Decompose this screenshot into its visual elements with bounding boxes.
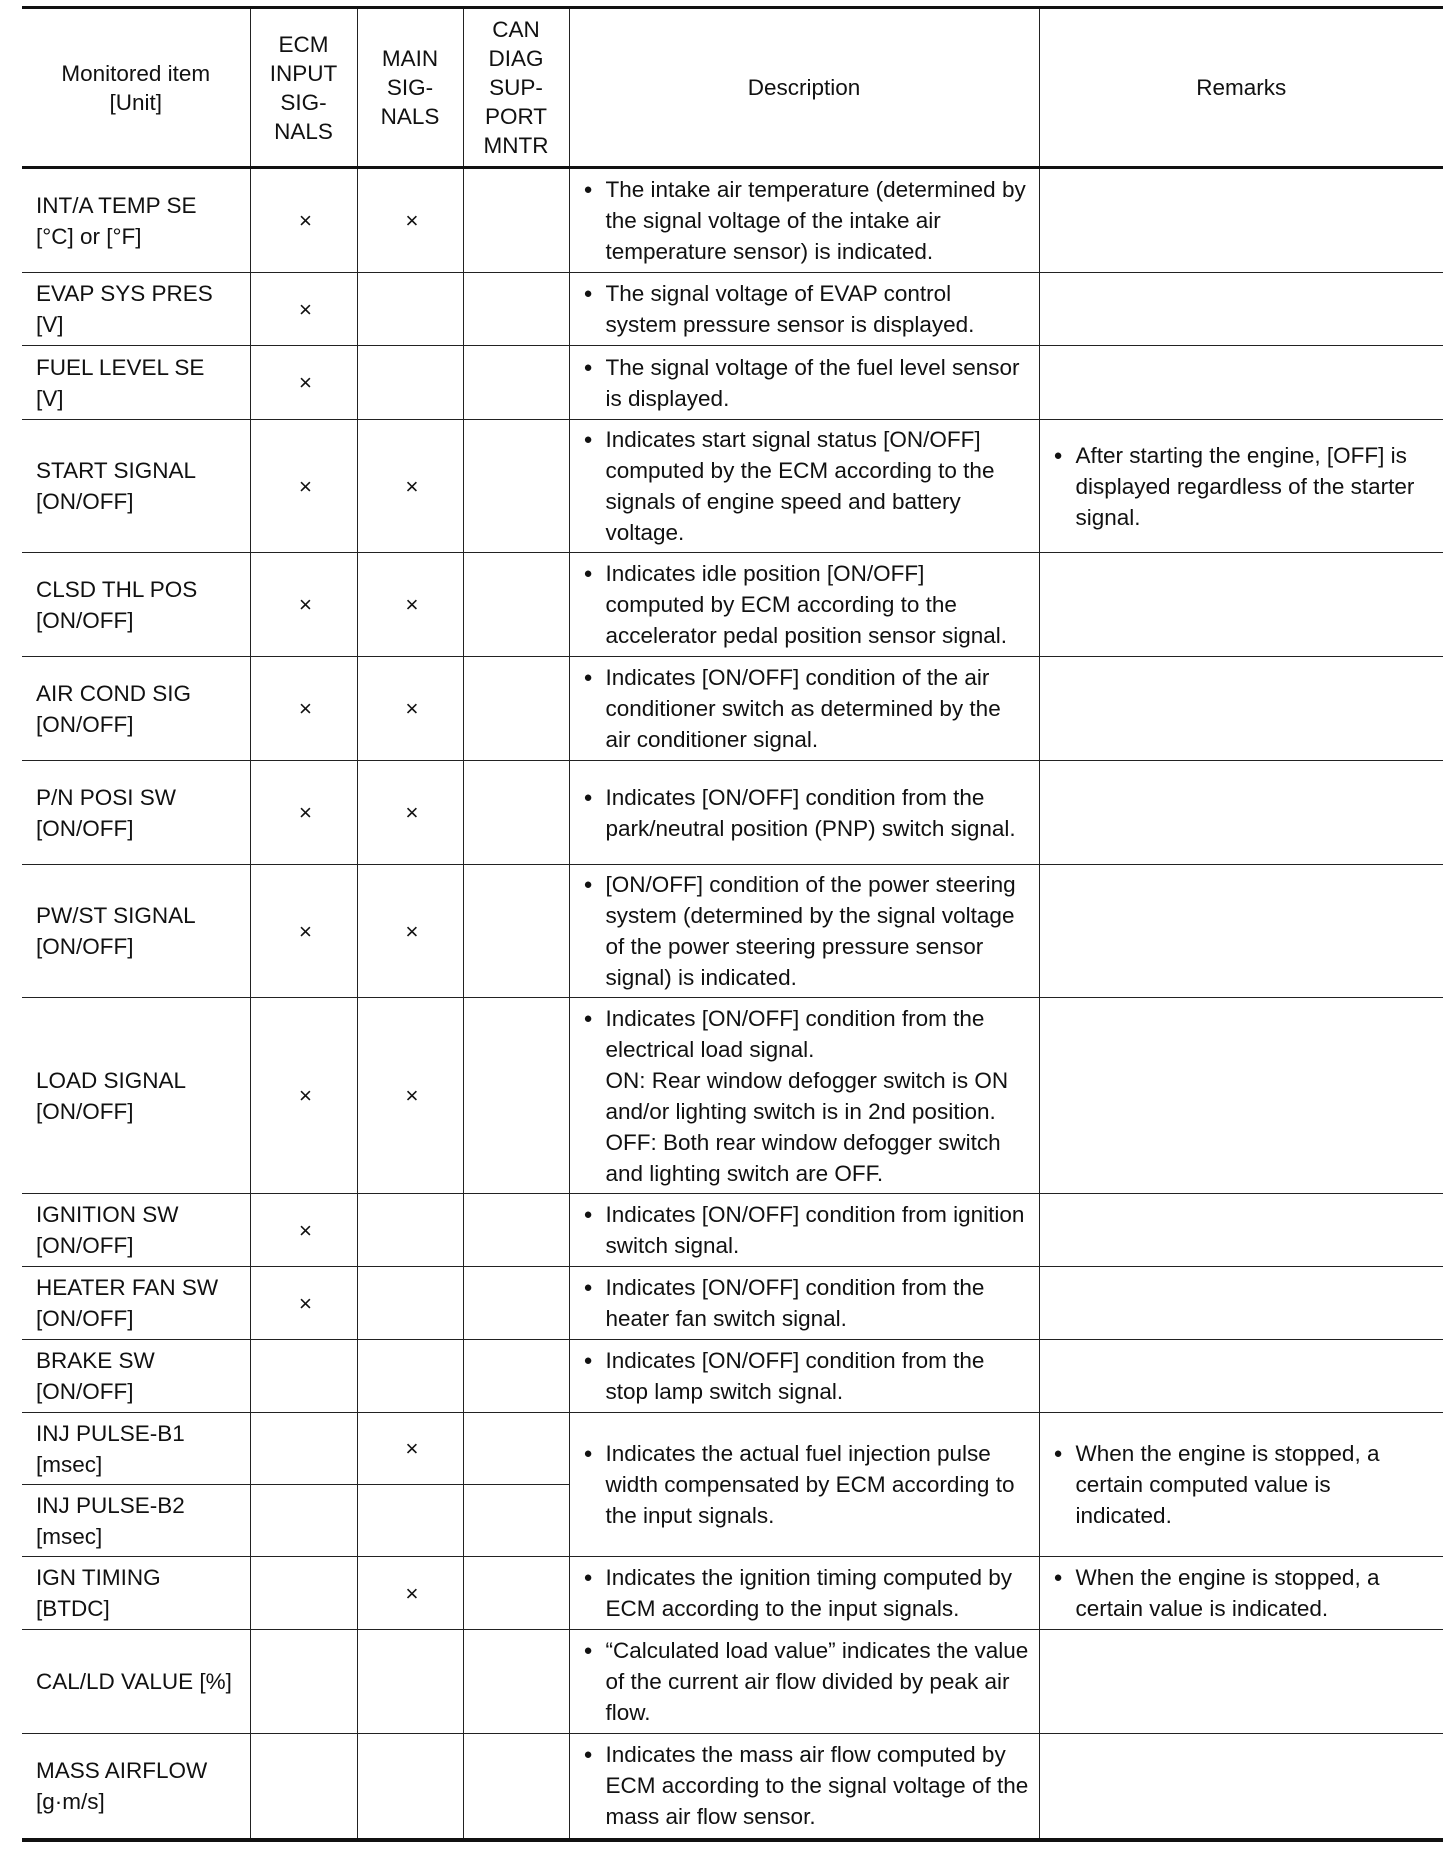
description-bullet-text: Indicates [ON/OFF] condition from ignition switch signal. xyxy=(605,1202,1025,1258)
remarks-bullet-text: When the engine is stopped, a certain computed value is indicated. xyxy=(1075,1441,1380,1528)
item-unit: [ON/OFF] xyxy=(36,1098,134,1124)
monitored-item-cell xyxy=(22,553,250,657)
table-row xyxy=(22,1630,1443,1734)
bullet-icon: ● xyxy=(583,1279,593,1296)
monitored-item-cell xyxy=(22,657,250,761)
can-diag-mark xyxy=(463,1340,569,1413)
bullet-icon: ● xyxy=(583,358,593,376)
description-on-line: ON: Rear window defogger switch is ON and/or lighting switch is in 2nd position. xyxy=(605,1067,1009,1124)
description-bullet-text: [ON/OFF] condition of the power steering system (determined by the signal voltage of the power steering pressure sensor signal) is indicated. xyxy=(605,872,1016,990)
description-cell xyxy=(569,1340,1039,1413)
can-diag-mark xyxy=(463,1734,569,1840)
description-bullet xyxy=(584,782,1029,844)
remarks-cell xyxy=(1039,1630,1443,1734)
description-bullet-text: Indicates start signal status [ON/OFF] computed by the ECM according to the signals of engine speed and battery voltage. xyxy=(605,427,995,545)
item-name: HEATER FAN SW xyxy=(36,1275,219,1300)
monitored-item-cell xyxy=(22,761,250,865)
bullet-icon: ● xyxy=(1053,446,1063,464)
description-bullet-text: The signal voltage of the fuel level sensor is displayed. xyxy=(605,354,1020,411)
item-unit: [ON/OFF] xyxy=(36,489,134,514)
remarks-cell xyxy=(1039,1267,1443,1340)
description-cell xyxy=(569,1413,1039,1557)
item-name: IGNITION SW xyxy=(36,1202,179,1227)
ecm-input-mark xyxy=(250,1340,357,1413)
description-cell xyxy=(569,761,1039,865)
monitored-item-cell xyxy=(22,273,250,346)
monitored-item-cell xyxy=(22,1267,250,1340)
ecm-input-mark: × xyxy=(250,273,357,346)
description-bullet-text: The intake air temperature (determined by the signal voltage of the intake air temperature sensor) is indicated. xyxy=(605,177,1026,264)
description-off-line: OFF: Both rear window defogger switch and lighting switch are OFF. xyxy=(605,1129,1001,1186)
remarks-cell xyxy=(1039,998,1443,1194)
item-name: BRAKE SW xyxy=(36,1348,155,1373)
item-name: FUEL LEVEL SE xyxy=(36,354,205,380)
description-bullet xyxy=(584,278,1029,340)
description-cell xyxy=(569,553,1039,657)
remarks-cell xyxy=(1039,1734,1443,1840)
description-bullet xyxy=(584,1199,1029,1261)
bullet-icon: ● xyxy=(1053,1445,1063,1462)
item-unit: [g·m/s] xyxy=(36,1788,105,1814)
description-bullet xyxy=(584,174,1029,267)
remarks-cell xyxy=(1039,420,1443,553)
description-cell xyxy=(569,1557,1039,1630)
can-diag-mark xyxy=(463,168,569,273)
item-name: IGN TIMING xyxy=(36,1565,161,1590)
description-cell xyxy=(569,1734,1039,1840)
header-remarks: Remarks xyxy=(1039,8,1443,168)
table-header-row xyxy=(22,8,1443,168)
monitored-item-cell xyxy=(22,1340,250,1413)
item-unit: [ON/OFF] xyxy=(36,815,134,841)
header-ecm-input-signals: ECM INPUT SIG- NALS xyxy=(250,8,357,168)
item-unit: [ON/OFF] xyxy=(36,1233,134,1258)
description-bullet-text: Indicates [ON/OFF] condition from the stop lamp switch signal. xyxy=(605,1348,985,1404)
table-row xyxy=(22,420,1443,553)
table-row xyxy=(22,1557,1443,1630)
main-signal-mark xyxy=(357,1267,463,1340)
description-bullet-text: Indicates the ignition timing computed by ECM according to the input signals. xyxy=(605,1565,1012,1621)
bullet-icon: ● xyxy=(1053,1569,1063,1586)
description-bullet xyxy=(584,352,1029,414)
monitored-item-cell xyxy=(22,420,250,553)
item-unit: [ON/OFF] xyxy=(36,934,134,959)
bullet-icon: ● xyxy=(583,1445,593,1462)
item-name: INJ PULSE-B1 xyxy=(36,1420,185,1446)
description-bullet xyxy=(584,662,1029,755)
header-can-diag-support-mntr: CAN DIAG SUP- PORT MNTR xyxy=(463,8,569,168)
table-row xyxy=(22,865,1443,998)
remarks-cell xyxy=(1039,1413,1443,1557)
table-row xyxy=(22,553,1443,657)
item-unit: [ON/OFF] xyxy=(36,1379,134,1404)
remarks-cell xyxy=(1039,657,1443,761)
item-name: EVAP SYS PRES xyxy=(36,281,213,306)
table-row xyxy=(22,1413,1443,1485)
main-signal-mark: × xyxy=(357,553,463,657)
description-bullet xyxy=(584,1739,1029,1832)
description-bullet xyxy=(584,558,1029,651)
remarks-cell xyxy=(1039,1194,1443,1267)
can-diag-mark xyxy=(463,1267,569,1340)
item-unit: [ON/OFF] xyxy=(36,711,134,737)
ecm-input-mark: × xyxy=(250,168,357,273)
monitored-item-cell xyxy=(22,168,250,273)
item-name: P/N POSI SW xyxy=(36,784,177,810)
description-cell xyxy=(569,273,1039,346)
item-unit: [msec] xyxy=(36,1523,103,1549)
bullet-icon: ● xyxy=(583,788,593,806)
description-cell xyxy=(569,1194,1039,1267)
bullet-icon: ● xyxy=(583,1746,593,1764)
ecm-input-mark xyxy=(250,1485,357,1557)
can-diag-mark xyxy=(463,1413,569,1485)
description-bullet xyxy=(584,1635,1029,1728)
monitored-item-cell xyxy=(22,1485,250,1557)
main-signal-mark: × xyxy=(357,657,463,761)
table-row xyxy=(22,168,1443,273)
description-bullet-text: The signal voltage of EVAP control system pressure sensor is displayed. xyxy=(605,281,975,337)
item-name: AIR COND SIG xyxy=(36,680,192,706)
monitored-item-cell xyxy=(22,1413,250,1485)
table-row xyxy=(22,273,1443,346)
can-diag-mark xyxy=(463,657,569,761)
item-name: INJ PULSE-B2 xyxy=(36,1492,185,1518)
description-cell xyxy=(569,998,1039,1194)
remarks-bullet-text: When the engine is stopped, a certain value is indicated. xyxy=(1075,1565,1380,1621)
monitored-item-cell xyxy=(22,865,250,998)
ecm-input-mark: × xyxy=(250,657,357,761)
remarks-bullet-text: After starting the engine, [OFF] is displayed regardless of the starter signal. xyxy=(1075,442,1415,530)
main-signal-mark xyxy=(357,1194,463,1267)
description-bullet-text: “Calculated load value” indicates the value of the current air flow divided by peak air flow. xyxy=(605,1638,1029,1725)
can-diag-mark xyxy=(463,1194,569,1267)
description-bullet xyxy=(584,1272,1029,1334)
description-bullet xyxy=(584,869,1029,993)
item-name: START SIGNAL xyxy=(36,458,197,483)
table-row xyxy=(22,761,1443,865)
ecm-input-mark xyxy=(250,1557,357,1630)
monitored-item-cell xyxy=(22,346,250,420)
can-diag-mark xyxy=(463,761,569,865)
item-unit: [ON/OFF] xyxy=(36,1306,134,1331)
item-unit: [msec] xyxy=(36,1451,103,1477)
description-bullet xyxy=(584,424,1029,548)
monitor-item-table xyxy=(22,6,1443,1842)
description-bullet xyxy=(584,1003,1029,1189)
table-row xyxy=(22,346,1443,420)
remarks-cell xyxy=(1039,168,1443,273)
item-name: INT/A TEMP SE xyxy=(36,192,197,218)
header-description: Description xyxy=(569,8,1039,168)
main-signal-mark: × xyxy=(357,420,463,553)
can-diag-mark xyxy=(463,420,569,553)
table-row xyxy=(22,657,1443,761)
bullet-icon: ● xyxy=(583,669,593,686)
header-main-signals: MAIN SIG- NALS xyxy=(357,8,463,168)
main-signal-mark: × xyxy=(357,1557,463,1630)
remarks-cell xyxy=(1039,865,1443,998)
description-bullet-text: Indicates the actual fuel injection pulse width compensated by ECM according to the input signals. xyxy=(605,1441,1015,1528)
description-bullet-text: Indicates [ON/OFF] condition from the heater fan switch signal. xyxy=(605,1275,985,1331)
description-cell xyxy=(569,168,1039,273)
bullet-icon: ● xyxy=(583,1352,593,1369)
bullet-icon: ● xyxy=(583,181,593,198)
can-diag-mark xyxy=(463,553,569,657)
table-row xyxy=(22,1734,1443,1840)
can-diag-mark xyxy=(463,865,569,998)
item-unit: [V] xyxy=(36,385,64,411)
description-bullet-text: Indicates idle position [ON/OFF] computed by ECM according to the accelerator pedal position sensor signal. xyxy=(605,561,1007,648)
remarks-cell xyxy=(1039,1340,1443,1413)
table-row xyxy=(22,1340,1443,1413)
bullet-icon: ● xyxy=(583,1569,593,1586)
remarks-cell xyxy=(1039,761,1443,865)
remarks-cell xyxy=(1039,1557,1443,1630)
ecm-input-mark xyxy=(250,1413,357,1485)
main-signal-mark xyxy=(357,346,463,420)
monitored-item-cell xyxy=(22,1630,250,1734)
main-signal-mark xyxy=(357,273,463,346)
bullet-icon: ● xyxy=(583,1009,593,1027)
bullet-icon: ● xyxy=(583,1206,593,1223)
can-diag-mark xyxy=(463,1485,569,1557)
ecm-input-mark xyxy=(250,1734,357,1840)
description-cell xyxy=(569,1630,1039,1734)
bullet-icon: ● xyxy=(583,1642,593,1659)
monitored-item-cell xyxy=(22,998,250,1194)
description-cell xyxy=(569,346,1039,420)
description-bullet-text: Indicates [ON/OFF] condition of the air conditioner switch as determined by the air conditioner signal. xyxy=(605,665,1001,752)
can-diag-mark xyxy=(463,1630,569,1734)
ecm-input-mark: × xyxy=(250,1267,357,1340)
ecm-input-mark: × xyxy=(250,865,357,998)
table-row xyxy=(22,998,1443,1194)
ecm-input-mark: × xyxy=(250,346,357,420)
item-name: CAL/LD VALUE [%] xyxy=(36,1669,232,1694)
ecm-input-mark: × xyxy=(250,553,357,657)
description-line: Indicates [ON/OFF] condition from the electrical load signal. xyxy=(605,1005,985,1062)
table-row xyxy=(22,1267,1443,1340)
monitored-item-cell xyxy=(22,1194,250,1267)
remarks-cell xyxy=(1039,346,1443,420)
can-diag-mark xyxy=(463,1557,569,1630)
item-name: CLSD THL POS xyxy=(36,576,198,602)
bullet-icon: ● xyxy=(583,876,593,893)
remarks-bullet xyxy=(1054,440,1434,533)
can-diag-mark xyxy=(463,346,569,420)
description-cell xyxy=(569,657,1039,761)
main-signal-mark xyxy=(357,1630,463,1734)
bullet-icon: ● xyxy=(583,565,593,582)
main-signal-mark: × xyxy=(357,761,463,865)
description-bullet xyxy=(584,1345,1029,1407)
main-signal-mark: × xyxy=(357,168,463,273)
ecm-input-mark: × xyxy=(250,761,357,865)
item-name: MASS AIRFLOW xyxy=(36,1757,208,1783)
description-bullet-text: Indicates [ON/OFF] condition from the park/neutral position (PNP) switch signal. xyxy=(605,784,1016,841)
main-signal-mark xyxy=(357,1485,463,1557)
main-signal-mark xyxy=(357,1340,463,1413)
description-bullet xyxy=(584,1562,1029,1624)
can-diag-mark xyxy=(463,273,569,346)
main-signal-mark: × xyxy=(357,998,463,1194)
main-signal-mark: × xyxy=(357,865,463,998)
monitored-item-cell xyxy=(22,1557,250,1630)
ecm-input-mark xyxy=(250,1630,357,1734)
item-unit: [V] xyxy=(36,312,64,337)
description-cell xyxy=(569,865,1039,998)
ecm-input-mark: × xyxy=(250,420,357,553)
item-unit: [ON/OFF] xyxy=(36,607,134,633)
item-name: LOAD SIGNAL xyxy=(36,1067,187,1093)
item-name: PW/ST SIGNAL xyxy=(36,903,196,928)
remarks-cell xyxy=(1039,273,1443,346)
remarks-bullet xyxy=(1054,1562,1434,1624)
table-row xyxy=(22,1194,1443,1267)
monitored-item-cell xyxy=(22,1734,250,1840)
item-unit: [°C] or [°F] xyxy=(36,223,142,249)
item-unit: [BTDC] xyxy=(36,1596,110,1621)
ecm-input-mark: × xyxy=(250,1194,357,1267)
description-bullet-text: Indicates the mass air flow computed by ECM according to the signal voltage of the mass air flow sensor. xyxy=(605,1742,1029,1830)
main-signal-mark xyxy=(357,1734,463,1840)
remarks-bullet xyxy=(1054,1438,1434,1531)
description-bullet-text xyxy=(606,1003,1029,1189)
header-monitored-item: Monitored item [Unit] xyxy=(22,8,250,168)
description-cell xyxy=(569,420,1039,553)
remarks-cell xyxy=(1039,553,1443,657)
description-bullet xyxy=(584,1438,1029,1531)
bullet-icon: ● xyxy=(583,431,593,448)
main-signal-mark: × xyxy=(357,1413,463,1485)
can-diag-mark xyxy=(463,998,569,1194)
description-cell xyxy=(569,1267,1039,1340)
ecm-input-mark: × xyxy=(250,998,357,1194)
bullet-icon: ● xyxy=(583,285,593,302)
